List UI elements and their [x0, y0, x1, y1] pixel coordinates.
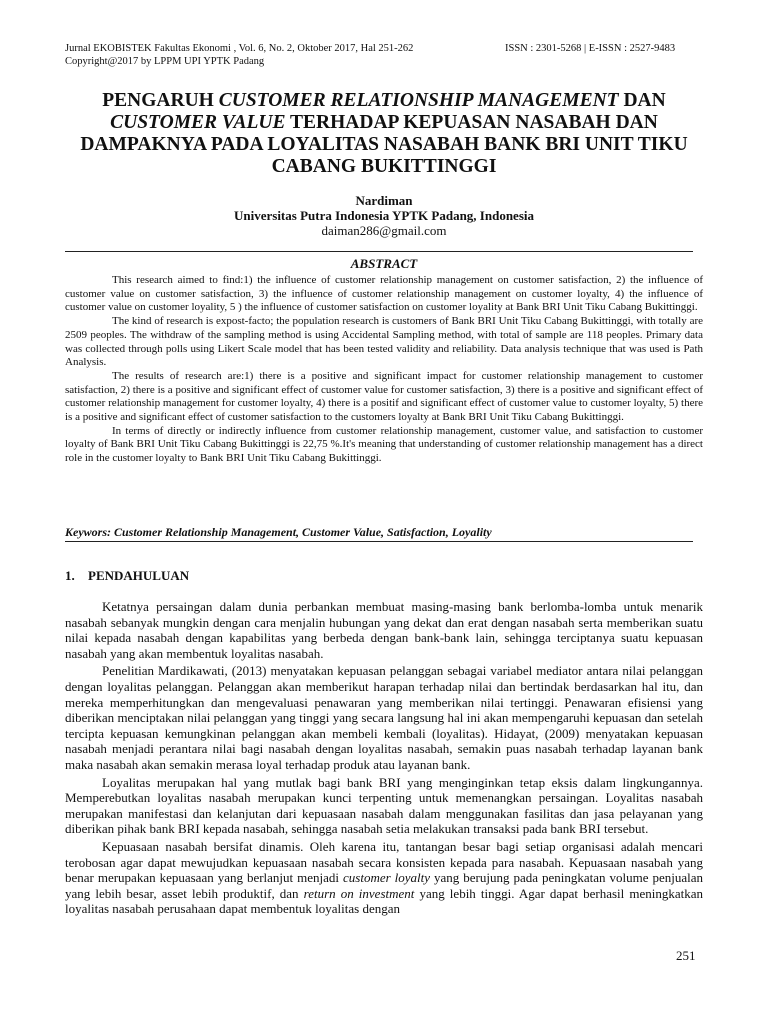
divider-top: [65, 251, 693, 252]
title-part: TERHADAP KEPUASAN NASABAH DAN DAMPAKNYA PADA LOYALITAS NASABAH BANK BRI UNIT TIKU CABANG BUKITTINGGI: [80, 112, 688, 177]
body-paragraph: Penelitian Mardikawati, (2013) menyatakan kepuasan pelanggan sebagai variabel mediator antara nilai pelanggan dengan loyalitas pelanggan. Pelanggan akan memberikut harapan terhadap nilai dan bertindak berdasarkan hal itu, dan mereka memperhitungkan dan mengevaluasi penawaran yang memberikan nilai tertinggi. Penawaran efisiensi yang diberikan menciptakan nilai pelanggan yang tinggi yang secara langsung hal ini akan mempengaruhi kepuasan dan setelah tercipta kepuasan kemungkinan pelanggan akan membeli kembali (loyalitas). Hidayat, (2009) menyatakan kepuasan nasabah menjadi perantara nilai bagi nasabah dengan loyalitas nasabah, semakin puas nasabah terhadap layanan bank maka nasabah akan semakin merasa loyal terhadap produk atau layanan bank.: [65, 663, 703, 772]
keywords: Keywors: Customer Relationship Management, Customer Value, Satisfaction, Loyality: [65, 525, 492, 539]
title-part: DAN: [618, 90, 666, 111]
title-part: PENGARUH: [102, 90, 219, 111]
body-italic-term: customer loyalty: [343, 870, 431, 886]
author-affiliation: Universitas Putra Indonesia YPTK Padang, Indonesia: [233, 208, 534, 223]
abstract-heading: ABSTRACT: [350, 256, 418, 271]
title-italic-crm: CUSTOMER RELATIONSHIP MANAGEMENT: [218, 90, 619, 111]
author-name: Nardiman: [355, 193, 413, 208]
issn-header: ISSN : 2301-5268 | E-ISSN : 2527-9483: [505, 43, 676, 54]
paper-title: [60, 90, 708, 178]
body-italic-term: return on investment: [303, 885, 415, 901]
copyright-header: Copyright@2017 by LPPM UPI YPTK Padang: [65, 56, 265, 67]
page-number: 251: [676, 948, 696, 963]
abstract-paragraph: The results of research are:1) there is a positive and significant impact for customer relationship management to customer satisfaction, 2) there is a positive and significant effect of customer value for customer satisfaction, 3) there is a positive and significant effect of customer relationship management for customer loyalty, 4) there is a positif and significant effect of customer value to customer loyalty, 5) there is a positive and significant effect of customer satisfaction to the customers loyalty at Bank BRI Unit Tiku Cabang Bukittinggi.: [65, 369, 703, 424]
body-paragraph: Ketatnya persaingan dalam dunia perbankan membuat masing-masing bank berlomba-lomba untuk menarik nasabah sebanyak mungkin dengan cara menjalin hubungan yang dekat dan erat dengan nasabah serta memberikan suatu nilai kepada nasabah dengan kapabilitas yang berbeda dengan bank-bank lain, sehingga terciptanya suatu kepuasan nasabah yang akan membentuk loyalitas nasabah.: [65, 599, 703, 661]
body-text-run: yang berujung pada peningkatan volume penjualan yang lebih besar, asset lebih produktif, dan: [65, 870, 703, 901]
author-email: daiman286@gmail.com: [321, 223, 447, 238]
abstract-paragraph: In terms of directly or indirectly influence from customer relationship management, customer value, and satisfaction to customer loyalty of Bank BRI Unit Tiku Cabang Bukittinggi is 22,75 %.It's meaning that understanding of customer relationship management has a direct role in the customer loyalty to Bank BRI Unit Tiku Cabang Bukittinggi.: [65, 424, 703, 465]
title-italic-cv: CUSTOMER VALUE: [110, 112, 286, 133]
section-title: PENDAHULUAN: [88, 568, 190, 583]
section-heading: [65, 568, 189, 584]
body-text: [65, 599, 703, 919]
abstract-paragraph: This research aimed to find:1) the influence of customer relationship management on customer satisfaction, 2) the influence of customer value on customer satisfaction, 3) the influence of customer relationship management on customer loyalty, 4) the influence of customer value on customer loyality, 5 ) the influence of customer satisfaction on customer loyality at Bank BRI Unit Tiku Cabang Bukittinggi.: [65, 274, 703, 314]
section-number: 1.: [65, 568, 75, 583]
body-text-run: yang lebih tinggi. Agar dapat berhasil meningkatkan loyalitas nasabah perusahaan dapat membentuk loyalitas dengan: [65, 885, 703, 917]
body-paragraph: Loyalitas merupakan hal yang mutlak bagi bank BRI yang menginginkan tetap eksis dalam lingkungannya. Memperebutkan loyalitas nasabah merupakan kunci terpenting untuk memenangkan persaingan. Loyalitas nasabah merupakan manifestasi dan kelanjutan dari kepuasaan nasabah dalam menggunakan fasilitas dan jasa pelayanan yang diberikan pihak bank BRI kepada nasabah, sehingga nasabah setia melakukan transaksi pada bank BRI tersebut.: [65, 774, 703, 837]
body-paragraph: [65, 839, 703, 917]
abstract-paragraph: The kind of research is expost-facto; the population research is customers of Bank BRI Unit Tiku Cabang Bukittinggi, with totally are 2509 peoples. The withdraw of the sampling method is using Accidental Sampling method, with total of sample are 118 peoples. Primary data was collected through polls using Likert Scale model that has been tested validity and reliability. Data analysis technique that was used is Path Analysis.: [65, 315, 703, 369]
abstract-body: [65, 274, 703, 466]
body-text-run: Kepuasaan nasabah bersifat dinamis. Oleh karena itu, tantangan besar bagi setiap organisasi adalah mencari terobosan agar dapat mewujudkan kepuasaan nasabah secara konsisten kepada para nasabah. Kepuasaan nasabah yang benar merupakan kepuasaan yang berlanjut menjadi: [65, 838, 703, 886]
journal-header: Jurnal EKOBISTEK Fakultas Ekonomi , Vol. 6, No. 2, Oktober 2017, Hal 251-262: [65, 43, 414, 54]
divider-bottom: [65, 541, 693, 542]
